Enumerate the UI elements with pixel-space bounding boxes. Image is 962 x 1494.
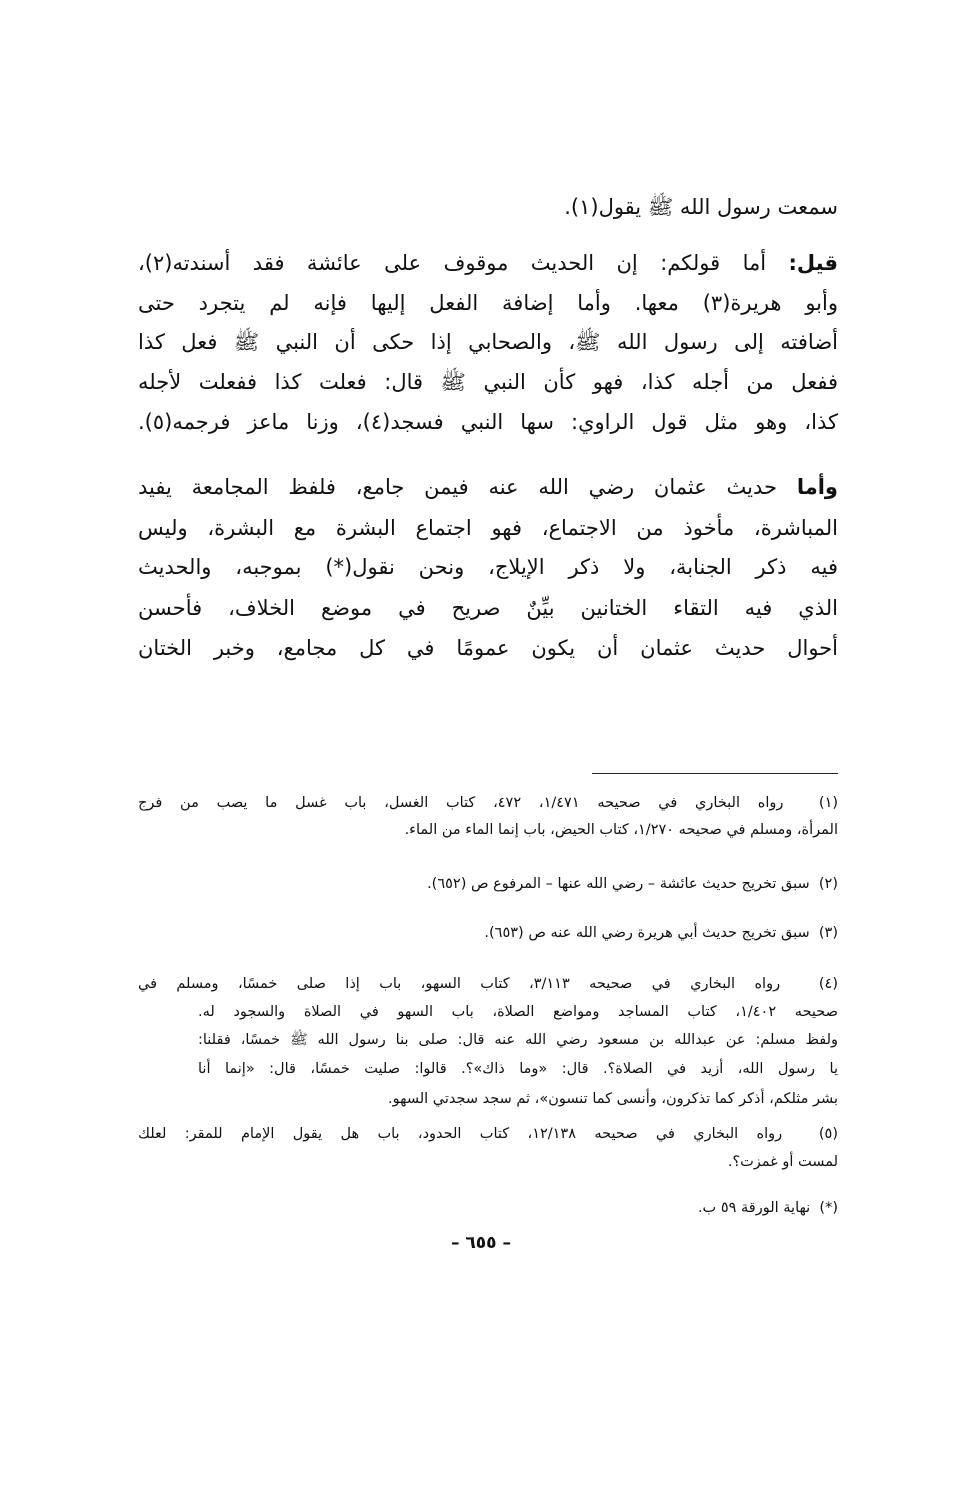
text-line: الذي فيه التقاء الختانين بيِّنٌ صريح في موضع الخلاف، فأحسن: [138, 596, 838, 620]
footnote-number: (٤): [818, 976, 839, 992]
footnote-number: (١): [818, 795, 839, 811]
page-number: – ٦٥٥ –: [451, 1233, 511, 1253]
text-line: وأبو هريرة(٣) معها. وأما إضافة الفعل إليها فإنه لم يتجرد حتى: [138, 291, 838, 315]
footnote-number: (٢): [818, 876, 838, 892]
text-line: فيه ذكر الجنابة، ولا ذكر الإيلاج، ونحن نقول(*) بموجبه، والحديث: [138, 555, 838, 579]
footnote-text: سبق تخريج حديث أبي هريرة رضي الله عنه ص (٦٥٣).: [484, 925, 810, 941]
footnote-number: (*): [819, 1200, 838, 1216]
text-line: [138, 472, 838, 502]
text-line: سمعت رسول الله ﷺ يقول(١).: [564, 195, 838, 219]
footnote-line: بشر مثلكم، أذكر كما تذكرون، وأنسى كما تنسون»، ثم سجد سجدتي السهو.: [388, 1091, 838, 1107]
footnote-line: [138, 973, 838, 995]
footnote-line: ولفظ مسلم: عن عبدالله بن مسعود رضي الله عنه قال: صلى بنا رسول الله ﷺ خمسًا، فقلنا:: [198, 1032, 838, 1048]
footnote-text: رواه البخاري في صحيحه ١٢/١٣٨، كتاب الحدود، باب هل يقول الإمام للمقر: لعلك: [138, 1126, 783, 1142]
text-line: أضافته إلى رسول الله ﷺ، والصحابي إذا حكى أن النبي ﷺ فعل كذا: [138, 330, 838, 354]
text-segment: أما قولكم: إن الحديث موقوف على عائشة فقد أسندته(٢)،: [138, 251, 767, 275]
lead-word: قيل:: [788, 251, 838, 275]
text-line: كذا، وهو مثل قول الراوي: سها النبي فسجد(٤)، وزنا ماعز فرجمه(٥).: [138, 410, 838, 434]
footnote-line: يا رسول الله، أزيد في الصلاة؟. قال: «وما ذاك»؟. قالوا: صليت خمسًا، قال: «إنما أنا: [198, 1061, 838, 1077]
text-line: المباشرة، مأخوذ من الاجتماع، فهو اجتماع البشرة مع البشرة، وليس: [138, 516, 838, 540]
text-line: أحوال حديث عثمان أن يكون عمومًا في كل مجامع، وخبر الختان: [138, 636, 838, 660]
text-segment: حديث عثمان رضي الله عنه فيمن جامع، فلفظ المجامعة يفيد: [138, 475, 778, 499]
footnote-line: [138, 792, 838, 814]
footnote-line: [138, 873, 838, 895]
footnote-number: (٥): [818, 1126, 838, 1142]
footnote-separator: [592, 773, 838, 774]
lead-word: وأما: [796, 475, 838, 499]
footnote-line: المرأة، ومسلم في صحيحه ١/٢٧٠، كتاب الحيض، باب إنما الماء من الماء.: [404, 822, 838, 838]
text-line: ففعل من أجله كذا، فهو كأن النبي ﷺ قال: فعلت كذا ففعلت لأجله: [138, 370, 838, 394]
footnote-text: رواه البخاري في صحيحه ١/٤٧١، ٤٧٢، كتاب الغسل، باب غسل ما يصب من فرج: [138, 795, 784, 811]
footnote-line: لمست أو غمزت؟.: [727, 1154, 838, 1170]
text-line: [138, 248, 838, 278]
footnote-number: (٣): [818, 925, 838, 941]
footnote-text: سبق تخريج حديث عائشة – رضي الله عنها – المرفوع ص (٦٥٢).: [427, 876, 810, 892]
footnote-line: [138, 1197, 838, 1219]
footnote-text: نهاية الورقة ٥٩ ب.: [697, 1200, 811, 1216]
footnote-line: [138, 922, 838, 944]
footnote-text: رواه البخاري في صحيحه ٣/١١٣، كتاب السهو، باب إذا صلى خمسًا، ومسلم في: [138, 976, 781, 992]
footnote-line: [138, 1123, 838, 1145]
footnote-line: صحيحه ١/٤٠٢، كتاب المساجد ومواضع الصلاة، باب السهو في الصلاة والسجود له.: [198, 1004, 838, 1020]
